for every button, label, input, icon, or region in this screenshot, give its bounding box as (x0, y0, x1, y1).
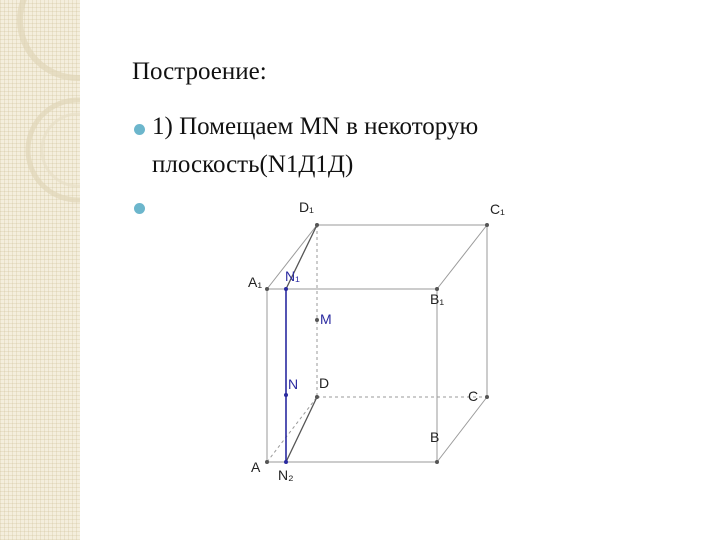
point-n1 (284, 287, 288, 291)
label-d1: D₁ (299, 199, 314, 215)
label-a1: A₁ (248, 274, 263, 290)
label-c1: C₁ (490, 201, 505, 217)
point-a (265, 460, 269, 464)
label-m: M (320, 311, 332, 327)
point-m (315, 318, 319, 322)
label-n2: N₂ (278, 467, 294, 483)
label-d: D (319, 375, 330, 391)
edge-ad (267, 397, 317, 462)
label-c: C (468, 388, 479, 404)
point-n (284, 393, 288, 397)
point-n2 (284, 460, 288, 464)
edge-b1c1 (437, 225, 487, 289)
label-b1: B₁ (430, 291, 445, 307)
point-d1 (315, 223, 319, 227)
label-n1: N₁ (285, 268, 300, 284)
point-a1 (265, 287, 269, 291)
label-a: A (251, 459, 261, 475)
edge-bc (437, 397, 487, 462)
label-b: B (430, 429, 440, 445)
point-b (435, 460, 439, 464)
point-c (485, 395, 489, 399)
label-n: N (288, 376, 299, 392)
point-c1 (485, 223, 489, 227)
point-d (315, 395, 319, 399)
bullet-text-1: 1) Помещаем MN в некоторую плоскость(N1Д1Д) (152, 113, 479, 178)
line-n2d (286, 397, 317, 462)
slide-title: Построение: (132, 58, 267, 85)
